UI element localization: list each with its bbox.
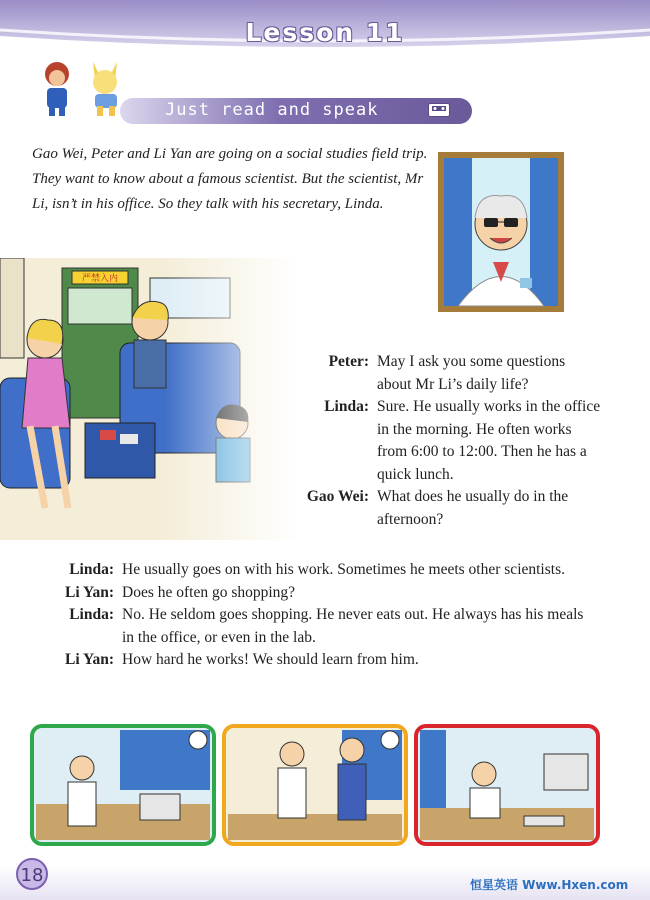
speaker-label: Li Yan: (65, 651, 114, 668)
thumbnail-office-meal (414, 724, 600, 846)
dialogue-text: Does he often go shopping? (122, 583, 296, 601)
dialogue-line (54, 582, 594, 605)
speaker-label: Peter: (328, 353, 369, 370)
dialogue-text: No. He seldom goes shopping. He never eats out. He always has his meals in the office, or even in the lab. (122, 606, 584, 646)
dialogue-line (54, 559, 594, 582)
dialogue-line (296, 486, 602, 531)
thumbnail-meeting (222, 724, 408, 846)
dialogue-block-2 (54, 559, 594, 672)
speaker-label: Gao Wei: (306, 488, 369, 505)
dialogue-line (54, 604, 594, 649)
brand-watermark: 恒星英语 Www.Hxen.com (470, 878, 629, 892)
dialogue-text: Sure. He usually works in the office in the morning. He often works from 6:00 to 12:00. Then he has a quick lunch. (377, 398, 601, 483)
intro-paragraph: Gao Wei, Peter and Li Yan are going on a social studies field trip. They want to know about a famous scientist. But the scientist, Mr Li, isn’t in his office. So they talk with his secretary, Linda. (32, 146, 428, 212)
page-number: 18 (16, 858, 48, 890)
speaker-label: Linda: (324, 398, 369, 415)
lesson-title: Lesson 11 (245, 18, 405, 47)
speaker-label: Linda: (69, 606, 114, 623)
dialogue-line (296, 396, 602, 486)
dialogue-text: He usually goes on with his work. Sometimes he meets other scientists. (122, 561, 565, 578)
dialogue-text: What does he usually do in the afternoon? (377, 488, 569, 528)
dialogue-text: How hard he works! We should learn from him. (122, 651, 419, 668)
dialogue-text: May I ask you some questions about Mr Li’s daily life? (377, 353, 566, 393)
dialogue-line (54, 649, 594, 672)
speaker-label: Linda: (69, 561, 114, 578)
speaker-label: Li Yan: (65, 583, 114, 601)
dialogue-block-1 (296, 351, 602, 531)
section-banner-label: Just read and speak (165, 100, 379, 120)
thumbnail-lab-work (30, 724, 216, 846)
cassette-icon (428, 103, 450, 117)
scientist-portrait (438, 152, 564, 312)
office-scene-illustration (0, 258, 300, 540)
dialogue-line (296, 351, 602, 396)
